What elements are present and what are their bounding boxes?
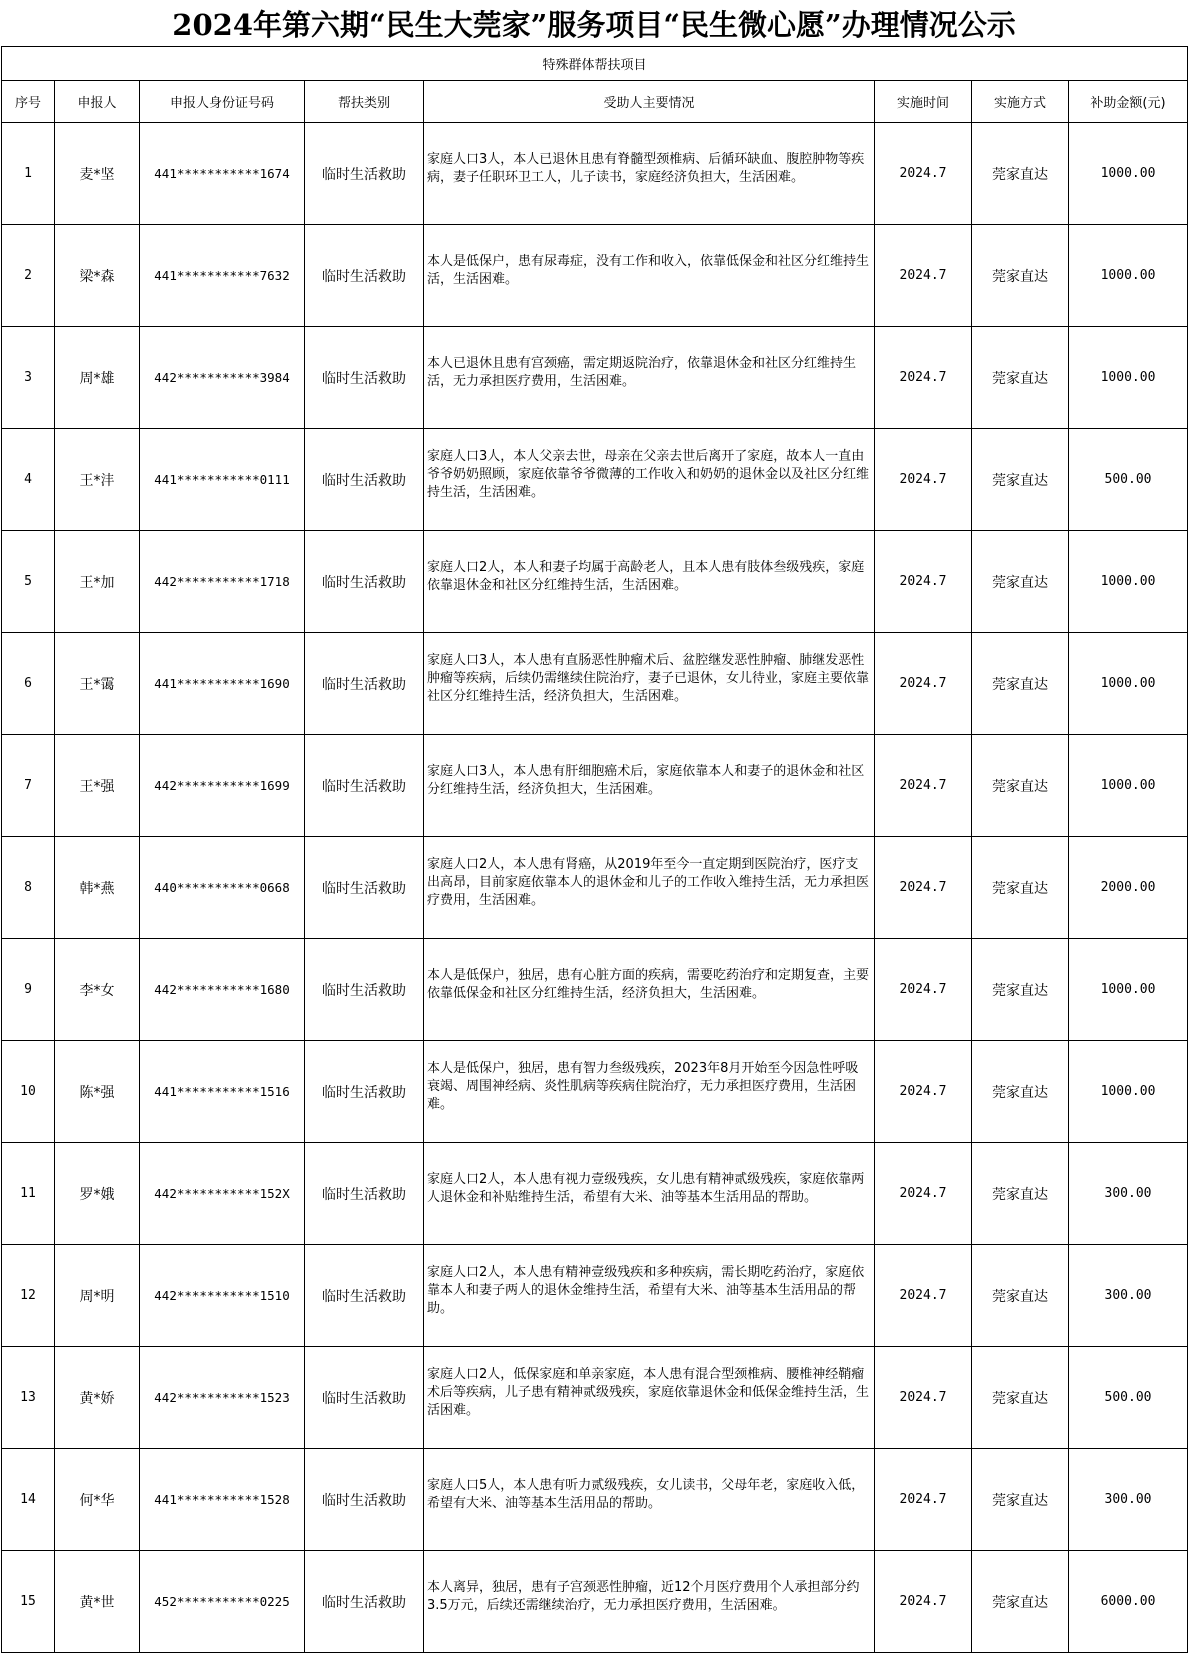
cell-category: 临时生活救助 — [305, 531, 424, 633]
cell-applicant: 黄*世 — [55, 1551, 140, 1653]
cell-category: 临时生活救助 — [305, 1449, 424, 1551]
cell-date: 2024.7 — [875, 735, 972, 837]
cell-date: 2024.7 — [875, 939, 972, 1041]
cell-amount: 1000.00 — [1069, 225, 1188, 327]
cell-applicant: 何*华 — [55, 1449, 140, 1551]
cell-category: 临时生活救助 — [305, 1245, 424, 1347]
cell-category: 临时生活救助 — [305, 735, 424, 837]
section-title: 特殊群体帮扶项目 — [2, 47, 1188, 81]
table-row — [2, 531, 1188, 633]
cell-situation: 家庭人口3人，本人父亲去世，母亲在父亲去世后离开了家庭，故本人一直由爷爷奶奶照顾，家庭依靠爷爷微薄的工作收入和奶奶的退休金以及社区分红维持生活，生活困难。 — [424, 429, 875, 531]
cell-amount: 300.00 — [1069, 1143, 1188, 1245]
header-amount: 补助金额(元) — [1069, 81, 1188, 123]
header-row — [2, 81, 1188, 123]
assistance-table — [1, 46, 1188, 1653]
cell-id-number: 441***********1516 — [140, 1041, 305, 1143]
cell-situation: 家庭人口5人，本人患有听力贰级残疾，女儿读书，父母年老，家庭收入低，希望有大米、油等基本生活用品的帮助。 — [424, 1449, 875, 1551]
cell-serial: 3 — [2, 327, 55, 429]
cell-amount: 1000.00 — [1069, 633, 1188, 735]
cell-method: 莞家直达 — [972, 1041, 1069, 1143]
cell-id-number: 440***********0668 — [140, 837, 305, 939]
cell-id-number: 442***********152X — [140, 1143, 305, 1245]
table-row — [2, 123, 1188, 225]
cell-applicant: 黄*娇 — [55, 1347, 140, 1449]
header-method: 实施方式 — [972, 81, 1069, 123]
cell-date: 2024.7 — [875, 123, 972, 225]
table-row — [2, 939, 1188, 1041]
cell-date: 2024.7 — [875, 1143, 972, 1245]
header-applicant: 申报人 — [55, 81, 140, 123]
cell-method: 莞家直达 — [972, 939, 1069, 1041]
cell-date: 2024.7 — [875, 531, 972, 633]
cell-date: 2024.7 — [875, 1347, 972, 1449]
cell-serial: 2 — [2, 225, 55, 327]
cell-applicant: 梁*森 — [55, 225, 140, 327]
cell-amount: 2000.00 — [1069, 837, 1188, 939]
cell-applicant: 周*雄 — [55, 327, 140, 429]
cell-date: 2024.7 — [875, 327, 972, 429]
cell-category: 临时生活救助 — [305, 633, 424, 735]
cell-category: 临时生活救助 — [305, 837, 424, 939]
table-row — [2, 1347, 1188, 1449]
cell-method: 莞家直达 — [972, 429, 1069, 531]
cell-date: 2024.7 — [875, 429, 972, 531]
table-row — [2, 327, 1188, 429]
cell-date: 2024.7 — [875, 837, 972, 939]
cell-amount: 1000.00 — [1069, 327, 1188, 429]
cell-amount: 6000.00 — [1069, 1551, 1188, 1653]
cell-method: 莞家直达 — [972, 225, 1069, 327]
cell-serial: 11 — [2, 1143, 55, 1245]
cell-situation: 家庭人口2人，本人患有精神壹级残疾和多种疾病，需长期吃药治疗，家庭依靠本人和妻子两人的退休金维持生活，希望有大米、油等基本生活用品的帮助。 — [424, 1245, 875, 1347]
cell-amount: 1000.00 — [1069, 1041, 1188, 1143]
cell-amount: 500.00 — [1069, 1347, 1188, 1449]
cell-situation: 本人是低保户，独居，患有智力叁级残疾，2023年8月开始至今因急性呼吸衰竭、周围神经病、炎性肌病等疾病住院治疗，无力承担医疗费用，生活困难。 — [424, 1041, 875, 1143]
cell-amount: 500.00 — [1069, 429, 1188, 531]
cell-applicant: 王*霭 — [55, 633, 140, 735]
cell-method: 莞家直达 — [972, 1143, 1069, 1245]
cell-method: 莞家直达 — [972, 1449, 1069, 1551]
cell-id-number: 442***********1718 — [140, 531, 305, 633]
cell-method: 莞家直达 — [972, 327, 1069, 429]
cell-date: 2024.7 — [875, 1551, 972, 1653]
cell-amount: 1000.00 — [1069, 123, 1188, 225]
cell-serial: 13 — [2, 1347, 55, 1449]
cell-date: 2024.7 — [875, 1245, 972, 1347]
cell-situation: 本人是低保户，独居，患有心脏方面的疾病，需要吃药治疗和定期复查，主要依靠低保金和社区分红维持生活，经济负担大，生活困难。 — [424, 939, 875, 1041]
cell-id-number: 442***********3984 — [140, 327, 305, 429]
cell-category: 临时生活救助 — [305, 939, 424, 1041]
cell-serial: 1 — [2, 123, 55, 225]
cell-id-number: 442***********1523 — [140, 1347, 305, 1449]
table-row — [2, 429, 1188, 531]
cell-situation: 家庭人口2人，本人患有视力壹级残疾，女儿患有精神贰级残疾，家庭依靠两人退休金和补贴维持生活，希望有大米、油等基本生活用品的帮助。 — [424, 1143, 875, 1245]
cell-id-number: 441***********1674 — [140, 123, 305, 225]
cell-situation: 本人已退休且患有宫颈癌，需定期返院治疗，依靠退休金和社区分红维持生活，无力承担医疗费用，生活困难。 — [424, 327, 875, 429]
cell-category: 临时生活救助 — [305, 327, 424, 429]
cell-applicant: 周*明 — [55, 1245, 140, 1347]
cell-serial: 10 — [2, 1041, 55, 1143]
cell-id-number: 441***********1528 — [140, 1449, 305, 1551]
cell-date: 2024.7 — [875, 1449, 972, 1551]
table-row — [2, 837, 1188, 939]
cell-situation: 家庭人口2人，本人和妻子均属于高龄老人，且本人患有肢体叁级残疾，家庭依靠退休金和社区分红维持生活，生活困难。 — [424, 531, 875, 633]
cell-date: 2024.7 — [875, 1041, 972, 1143]
cell-id-number: 442***********1680 — [140, 939, 305, 1041]
cell-situation: 家庭人口3人，本人患有直肠恶性肿瘤术后、盆腔继发恶性肿瘤、肺继发恶性肿瘤等疾病，后续仍需继续住院治疗，妻子已退休，女儿待业，家庭主要依靠社区分红维持生活，经济负担大，生活困难。 — [424, 633, 875, 735]
header-category: 帮扶类别 — [305, 81, 424, 123]
cell-method: 莞家直达 — [972, 1551, 1069, 1653]
cell-serial: 8 — [2, 837, 55, 939]
table-row — [2, 633, 1188, 735]
cell-applicant: 罗*娥 — [55, 1143, 140, 1245]
cell-date: 2024.7 — [875, 225, 972, 327]
cell-category: 临时生活救助 — [305, 1041, 424, 1143]
header-serial: 序号 — [2, 81, 55, 123]
cell-method: 莞家直达 — [972, 531, 1069, 633]
cell-serial: 5 — [2, 531, 55, 633]
cell-category: 临时生活救助 — [305, 225, 424, 327]
cell-situation: 本人离异，独居，患有子宫颈恶性肿瘤，近12个月医疗费用个人承担部分约3.5万元，后续还需继续治疗，无力承担医疗费用，生活困难。 — [424, 1551, 875, 1653]
cell-serial: 4 — [2, 429, 55, 531]
cell-id-number: 442***********1699 — [140, 735, 305, 837]
cell-amount: 300.00 — [1069, 1449, 1188, 1551]
cell-serial: 7 — [2, 735, 55, 837]
document-title: 2024年第六期“民生大莞家”服务项目“民生微心愿”办理情况公示 — [172, 8, 1016, 42]
cell-amount: 1000.00 — [1069, 735, 1188, 837]
cell-category: 临时生活救助 — [305, 1551, 424, 1653]
cell-amount: 1000.00 — [1069, 939, 1188, 1041]
cell-category: 临时生活救助 — [305, 123, 424, 225]
table-row — [2, 1143, 1188, 1245]
cell-serial: 9 — [2, 939, 55, 1041]
cell-serial: 15 — [2, 1551, 55, 1653]
cell-id-number: 452***********0225 — [140, 1551, 305, 1653]
table-row — [2, 1245, 1188, 1347]
cell-applicant: 陈*强 — [55, 1041, 140, 1143]
cell-date: 2024.7 — [875, 633, 972, 735]
table-row — [2, 735, 1188, 837]
header-situation: 受助人主要情况 — [424, 81, 875, 123]
table-body — [2, 123, 1188, 1653]
table-row — [2, 225, 1188, 327]
cell-serial: 14 — [2, 1449, 55, 1551]
cell-method: 莞家直达 — [972, 633, 1069, 735]
cell-category: 临时生活救助 — [305, 1143, 424, 1245]
cell-id-number: 442***********1510 — [140, 1245, 305, 1347]
cell-situation: 家庭人口3人，本人患有肝细胞癌术后，家庭依靠本人和妻子的退休金和社区分红维持生活，经济负担大，生活困难。 — [424, 735, 875, 837]
cell-id-number: 441***********1690 — [140, 633, 305, 735]
section-row — [2, 47, 1188, 81]
cell-amount: 300.00 — [1069, 1245, 1188, 1347]
cell-applicant: 麦*坚 — [55, 123, 140, 225]
cell-method: 莞家直达 — [972, 1245, 1069, 1347]
cell-situation: 家庭人口2人，本人患有肾癌，从2019年至今一直定期到医院治疗，医疗支出高昂，目前家庭依靠本人的退休金和儿子的工作收入维持生活，无力承担医疗费用，生活困难。 — [424, 837, 875, 939]
cell-applicant: 李*女 — [55, 939, 140, 1041]
cell-method: 莞家直达 — [972, 837, 1069, 939]
header-id-number: 申报人身份证号码 — [140, 81, 305, 123]
cell-method: 莞家直达 — [972, 1347, 1069, 1449]
cell-serial: 6 — [2, 633, 55, 735]
cell-applicant: 韩*燕 — [55, 837, 140, 939]
cell-situation: 本人是低保户，患有尿毒症，没有工作和收入，依靠低保金和社区分红维持生活，生活困难。 — [424, 225, 875, 327]
cell-method: 莞家直达 — [972, 735, 1069, 837]
cell-category: 临时生活救助 — [305, 429, 424, 531]
cell-applicant: 王*沣 — [55, 429, 140, 531]
cell-applicant: 王*强 — [55, 735, 140, 837]
header-date: 实施时间 — [875, 81, 972, 123]
cell-applicant: 王*加 — [55, 531, 140, 633]
cell-method: 莞家直达 — [972, 123, 1069, 225]
table-row — [2, 1449, 1188, 1551]
cell-id-number: 441***********7632 — [140, 225, 305, 327]
cell-amount: 1000.00 — [1069, 531, 1188, 633]
cell-situation: 家庭人口2人，低保家庭和单亲家庭，本人患有混合型颈椎病、腰椎神经鞘瘤术后等疾病，儿子患有精神贰级残疾，家庭依靠退休金和低保金维持生活，生活困难。 — [424, 1347, 875, 1449]
table-row — [2, 1551, 1188, 1653]
cell-situation: 家庭人口3人，本人已退休且患有脊髓型颈椎病、后循环缺血、腹腔肿物等疾病，妻子任职环卫工人，儿子读书，家庭经济负担大，生活困难。 — [424, 123, 875, 225]
cell-serial: 12 — [2, 1245, 55, 1347]
table-row — [2, 1041, 1188, 1143]
cell-id-number: 441***********0111 — [140, 429, 305, 531]
cell-category: 临时生活救助 — [305, 1347, 424, 1449]
